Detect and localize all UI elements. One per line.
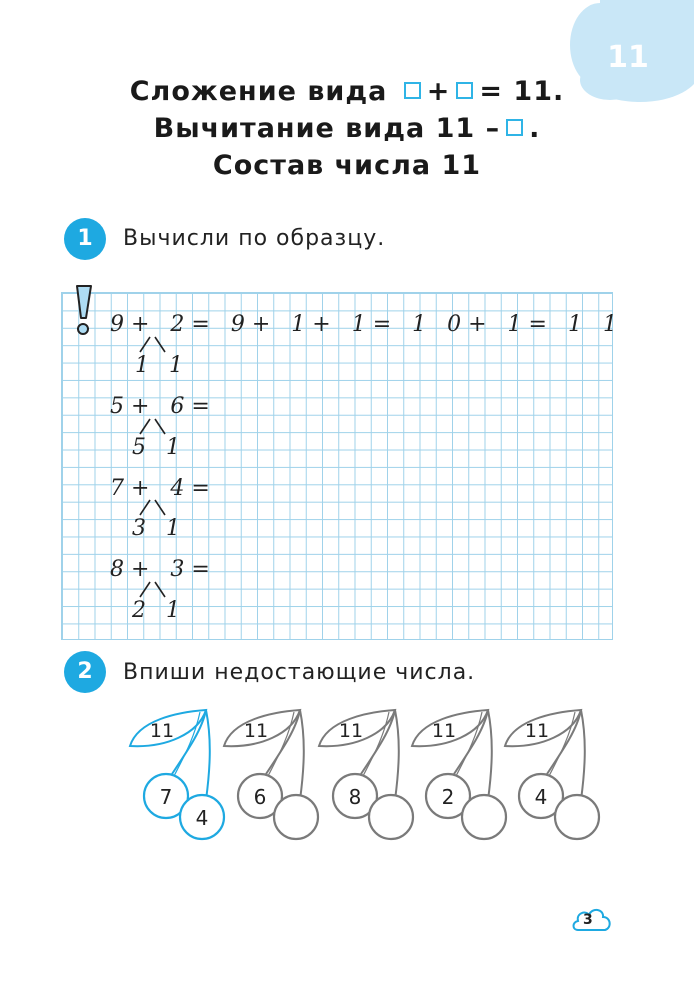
leaf-number: 11 xyxy=(338,720,364,742)
page-number: 3 xyxy=(583,912,593,928)
exclamation-icon xyxy=(70,282,98,340)
cherry-3 xyxy=(319,710,413,839)
exercise-expression[interactable]: 7+ 4= xyxy=(110,476,217,501)
stem-icon xyxy=(300,710,304,800)
task-2-badge: 2 xyxy=(64,651,106,693)
stem-icon xyxy=(488,710,492,800)
leaf-number: 11 xyxy=(431,720,457,742)
exercise-split[interactable] xyxy=(132,435,200,460)
title-line-2-prefix: Вычитание вида 11 – xyxy=(153,113,501,144)
decomposition-lines xyxy=(130,417,190,437)
title-line-2 xyxy=(0,113,694,144)
cherry-bottom-number: 4 xyxy=(195,806,209,830)
split-part: 1 xyxy=(135,353,169,378)
leaf-number: 11 xyxy=(243,720,269,742)
task-1-badge: 1 xyxy=(64,218,106,260)
example-expression[interactable]: 9+ 2= 9+ 1+ 1= 1 0+ 1= 1 1 xyxy=(110,312,624,337)
split-part: 1 xyxy=(166,598,200,623)
lesson-number-badge: 11 xyxy=(607,40,649,75)
title-line-1-suffix: = 11. xyxy=(479,76,565,107)
cherry-top-number: 4 xyxy=(534,785,548,809)
task-1-instruction: Вычисли по образцу. xyxy=(123,226,386,251)
decomposition-lines xyxy=(130,335,190,355)
cherry-4 xyxy=(412,710,506,839)
title-plus: + xyxy=(426,76,451,107)
exercise-expression[interactable]: 5+ 6= xyxy=(110,394,217,419)
cherry-bottom-circle[interactable] xyxy=(369,795,413,839)
cherry-bottom-circle[interactable] xyxy=(555,795,599,839)
title-line-1 xyxy=(0,76,694,107)
split-part: 1 xyxy=(169,353,203,378)
stem-icon xyxy=(581,710,585,800)
split-part: 3 xyxy=(132,516,166,541)
blank-square-icon xyxy=(404,82,421,99)
cherry-bottom-circle[interactable] xyxy=(462,795,506,839)
cherry-top-number: 2 xyxy=(441,785,455,809)
leaf-number: 11 xyxy=(524,720,550,742)
cherry-top-number: 6 xyxy=(253,785,267,809)
exercise-split[interactable] xyxy=(132,516,200,541)
decomposition-lines xyxy=(130,580,190,600)
title-line-1-prefix: Сложение вида xyxy=(129,76,388,107)
leaf-number: 11 xyxy=(149,720,175,742)
stem-icon xyxy=(395,710,399,800)
cherry-2 xyxy=(224,710,318,839)
exercise-split[interactable] xyxy=(132,598,200,623)
cherry-1 xyxy=(130,710,224,839)
split-part: 1 xyxy=(166,435,200,460)
cherry-bottom-circle[interactable] xyxy=(274,795,318,839)
cherry-top-number: 7 xyxy=(159,785,173,809)
title-line-2-suffix: . xyxy=(529,113,541,144)
decomposition-lines xyxy=(130,498,190,518)
title-line-3: Состав числа 11 xyxy=(212,150,482,181)
split-part: 5 xyxy=(132,435,166,460)
task-2-instruction: Впиши недостающие числа. xyxy=(123,660,476,685)
stem-icon xyxy=(206,710,210,800)
cherry-top-number: 8 xyxy=(348,785,362,809)
blank-square-icon xyxy=(506,119,523,136)
cherries-row xyxy=(0,690,694,850)
split-part: 2 xyxy=(132,598,166,623)
example-split xyxy=(135,353,203,378)
cherry-5 xyxy=(505,710,599,839)
exercise-expression[interactable]: 8+ 3= xyxy=(110,557,217,582)
split-part: 1 xyxy=(166,516,200,541)
blank-square-icon xyxy=(456,82,473,99)
